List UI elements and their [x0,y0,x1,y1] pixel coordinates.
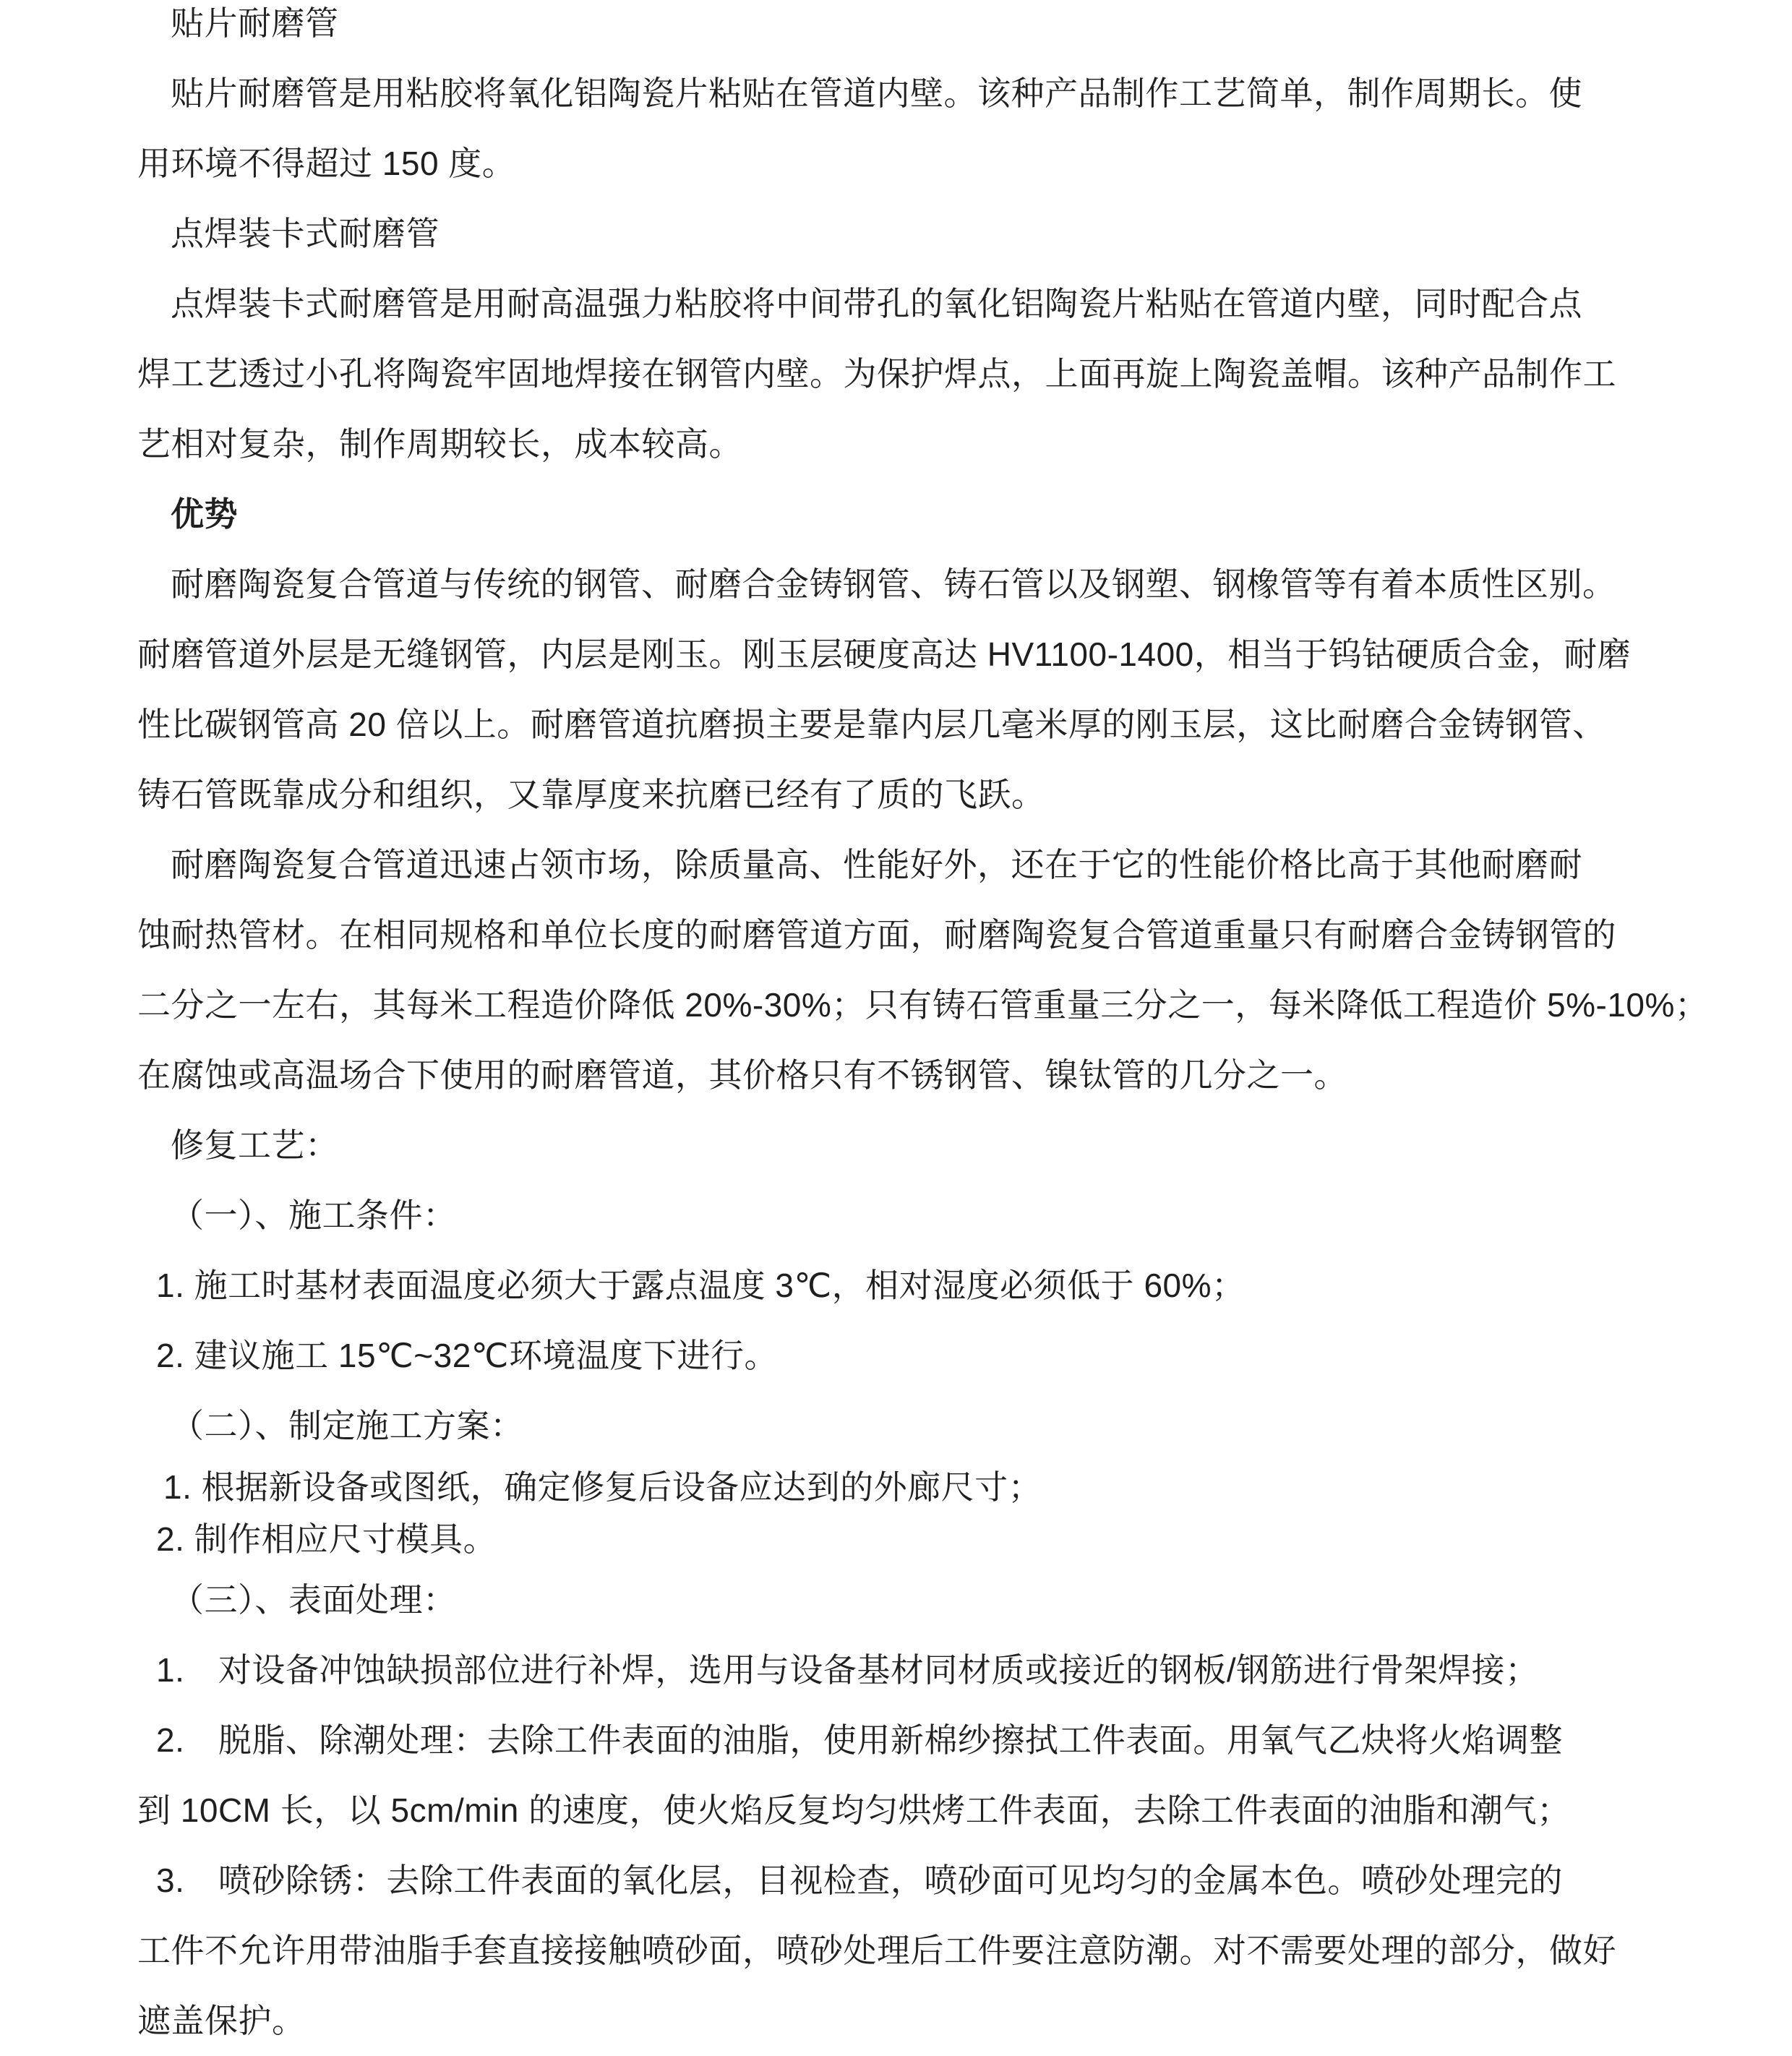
text-line: 贴片耐磨管是用粘胶将氧化铝陶瓷片粘贴在管道内壁。该种产品制作工艺简单，制作周期长。使 [171,74,1582,112]
section-heading: 贴片耐磨管 [171,4,339,42]
numbered-item-line: 2. 制作相应尺寸模具。 [156,1520,497,1558]
numbered-item-line: 2. 建议施工 15℃~32℃环境温度下进行。 [156,1337,778,1374]
text-line: 铸石管既靠成分和组织，又靠厚度来抗磨已经有了质的飞跃。 [137,776,1045,813]
text-line: 蚀耐热管材。在相同规格和单位长度的耐磨管道方面，耐磨陶瓷复合管道重量只有耐磨合金铸钢管的 [137,916,1616,954]
text-line: 耐磨管道外层是无缝钢管，内层是刚玉。刚玉层硬度高达 HV1100-1400，相当于钨钴硬质合金，耐磨 [137,635,1632,673]
numbered-item-line: 1. 对设备冲蚀缺损部位进行补焊，选用与设备基材同材质或接近的钢板/钢筋进行骨架焊接； [156,1651,1539,1689]
document-page [137,0,1709,2056]
section-heading: （二）、制定施工方案： [171,1407,524,1444]
section-heading: 修复工艺： [171,1126,339,1164]
text-line: 用环境不得超过 150 度。 [137,145,516,182]
section-heading: （一）、施工条件： [171,1196,457,1234]
numbered-item-line: 1. 施工时基材表面温度必须大于露点温度 3℃，相对湿度必须低于 60%； [156,1267,1246,1304]
section-heading: 优势 [171,495,238,533]
text-line: 在腐蚀或高温场合下使用的耐磨管道，其价格只有不锈钢管、镍钛管的几分之一。 [137,1056,1347,1094]
text-line: 耐磨陶瓷复合管道与传统的钢管、耐磨合金铸钢管、铸石管以及钢塑、钢橡管等有着本质性区别。 [171,565,1616,603]
text-line: 到 10CM 长，以 5cm/min 的速度，使火焰反复均匀烘烤工件表面，去除工件表面的油脂和潮气； [137,1791,1571,1829]
text-line: 耐磨陶瓷复合管道迅速占领市场，除质量高、性能好外，还在于它的性能价格比高于其他耐磨耐 [171,846,1582,883]
section-heading: 点焊装卡式耐磨管 [171,215,440,252]
section-heading: （三）、表面处理： [171,1581,457,1619]
text-line: 艺相对复杂，制作周期较长，成本较高。 [137,425,742,463]
text-line: 遮盖保护。 [137,2002,306,2039]
text-line: 二分之一左右，其每米工程造价降低 20%-30%；只有铸石管重量三分之一，每米降低工程造价 5%-10%； [137,986,1709,1024]
numbered-item-line: 2. 脱脂、除潮处理：去除工件表面的油脂，使用新棉纱擦拭工件表面。用氧气乙炔将火焰调整 [156,1721,1563,1759]
text-line: 工件不允许用带油脂手套直接接触喷砂面，喷砂处理后工件要注意防潮。对不需要处理的部分，做好 [137,1932,1616,1969]
text-line: 点焊装卡式耐磨管是用耐高温强力粘胶将中间带孔的氧化铝陶瓷片粘贴在管道内壁，同时配合点 [171,285,1582,322]
numbered-item-line: 3. 喷砂除锈：去除工件表面的氧化层，目视检查，喷砂面可见均匀的金属本色。喷砂处理完的 [156,1862,1563,1899]
numbered-item-line: 1. 根据新设备或图纸，确定修复后设备应达到的外廊尺寸； [163,1468,1042,1506]
text-line: 焊工艺透过小孔将陶瓷牢固地焊接在钢管内壁。为保护焊点，上面再旋上陶瓷盖帽。该种产品制作工 [137,355,1616,393]
text-line: 性比碳钢管高 20 倍以上。耐磨管道抗磨损主要是靠内层几毫米厚的刚玉层，这比耐磨合金铸钢管、 [137,706,1606,743]
